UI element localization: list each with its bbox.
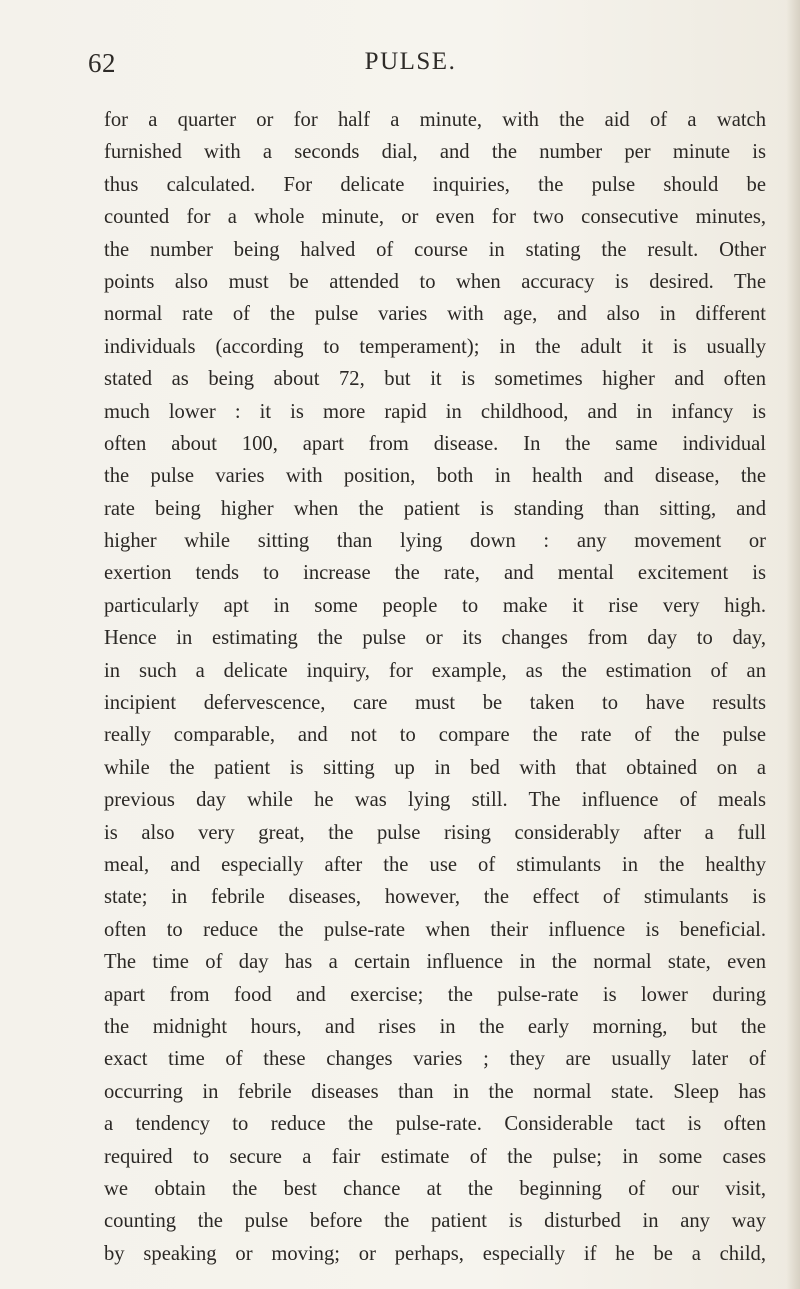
text-line: counting the pulse before the patient is disturbed in any way (104, 1210, 766, 1233)
text-line: higher while sitting than lying down : any movement or (104, 530, 766, 553)
text-line: apart from food and exercise; the pulse-rate is lower during (104, 983, 766, 1006)
running-title: PULSE. (364, 48, 457, 75)
text-line: while the patient is sitting up in bed with that obtained on a (104, 756, 766, 779)
text-line: rate being higher when the patient is standing than sitting, and (104, 497, 766, 520)
text-line: occurring in febrile diseases than in the normal state. Sleep has (104, 1080, 766, 1103)
body-text (104, 104, 766, 1270)
text-line: points also must be attended to when accuracy is desired. The (104, 270, 766, 293)
text-line: exertion tends to increase the rate, and mental excitement is (104, 562, 766, 585)
text-line: required to secure a fair estimate of the pulse; in some cases (104, 1145, 766, 1168)
running-head (88, 48, 733, 88)
text-line: thus calculated. For delicate inquiries, the pulse should be (104, 173, 766, 196)
text-line: the number being halved of course in stating the result. Other (104, 238, 766, 261)
text-line: we obtain the best chance at the beginning of our visit, (104, 1177, 766, 1200)
text-line: a tendency to reduce the pulse-rate. Considerable tact is often (104, 1113, 766, 1136)
text-line: Hence in estimating the pulse or its changes from day to day, (104, 627, 766, 650)
page-edge-shadow (786, 0, 800, 1289)
text-line: individuals (according to temperament); in the adult it is usually (104, 335, 766, 358)
text-line: really comparable, and not to compare the rate of the pulse (104, 724, 766, 747)
text-line: The time of day has a certain influence in the normal state, even (104, 951, 766, 974)
text-line: state; in febrile diseases, however, the effect of stimulants is (104, 886, 766, 909)
text-line: the pulse varies with position, both in health and disease, the (104, 465, 766, 488)
text-line: particularly apt in some people to make it rise very high. (104, 594, 766, 617)
text-line: often about 100, apart from disease. In the same individual (104, 432, 766, 455)
text-line: previous day while he was lying still. The influence of meals (104, 789, 766, 812)
text-line: counted for a whole minute, or even for two consecutive minutes, (104, 206, 766, 229)
text-line: meal, and especially after the use of stimulants in the healthy (104, 853, 766, 876)
text-line: stated as being about 72, but it is sometimes higher and often (104, 368, 766, 391)
text-line: often to reduce the pulse-rate when their influence is beneficial. (104, 918, 766, 941)
text-line: is also very great, the pulse rising considerably after a full (104, 821, 766, 844)
text-line: normal rate of the pulse varies with age, and also in different (104, 303, 766, 326)
text-line: for a quarter or for half a minute, with the aid of a watch (104, 109, 766, 131)
text-line: the midnight hours, and rises in the early morning, but the (104, 1015, 766, 1038)
text-line: exact time of these changes varies ; they are usually later of (104, 1048, 766, 1071)
text-line: incipient defervescence, care must be taken to have results (104, 692, 766, 715)
text-line: in such a delicate inquiry, for example, as the estimation of an (104, 659, 766, 682)
text-line: by speaking or moving; or perhaps, especially if he be a child, (104, 1242, 766, 1265)
text-line: much lower : it is more rapid in childhood, and in infancy is (104, 400, 766, 423)
text-line: furnished with a seconds dial, and the number per minute is (104, 141, 766, 164)
page-number: 62 (88, 48, 116, 78)
